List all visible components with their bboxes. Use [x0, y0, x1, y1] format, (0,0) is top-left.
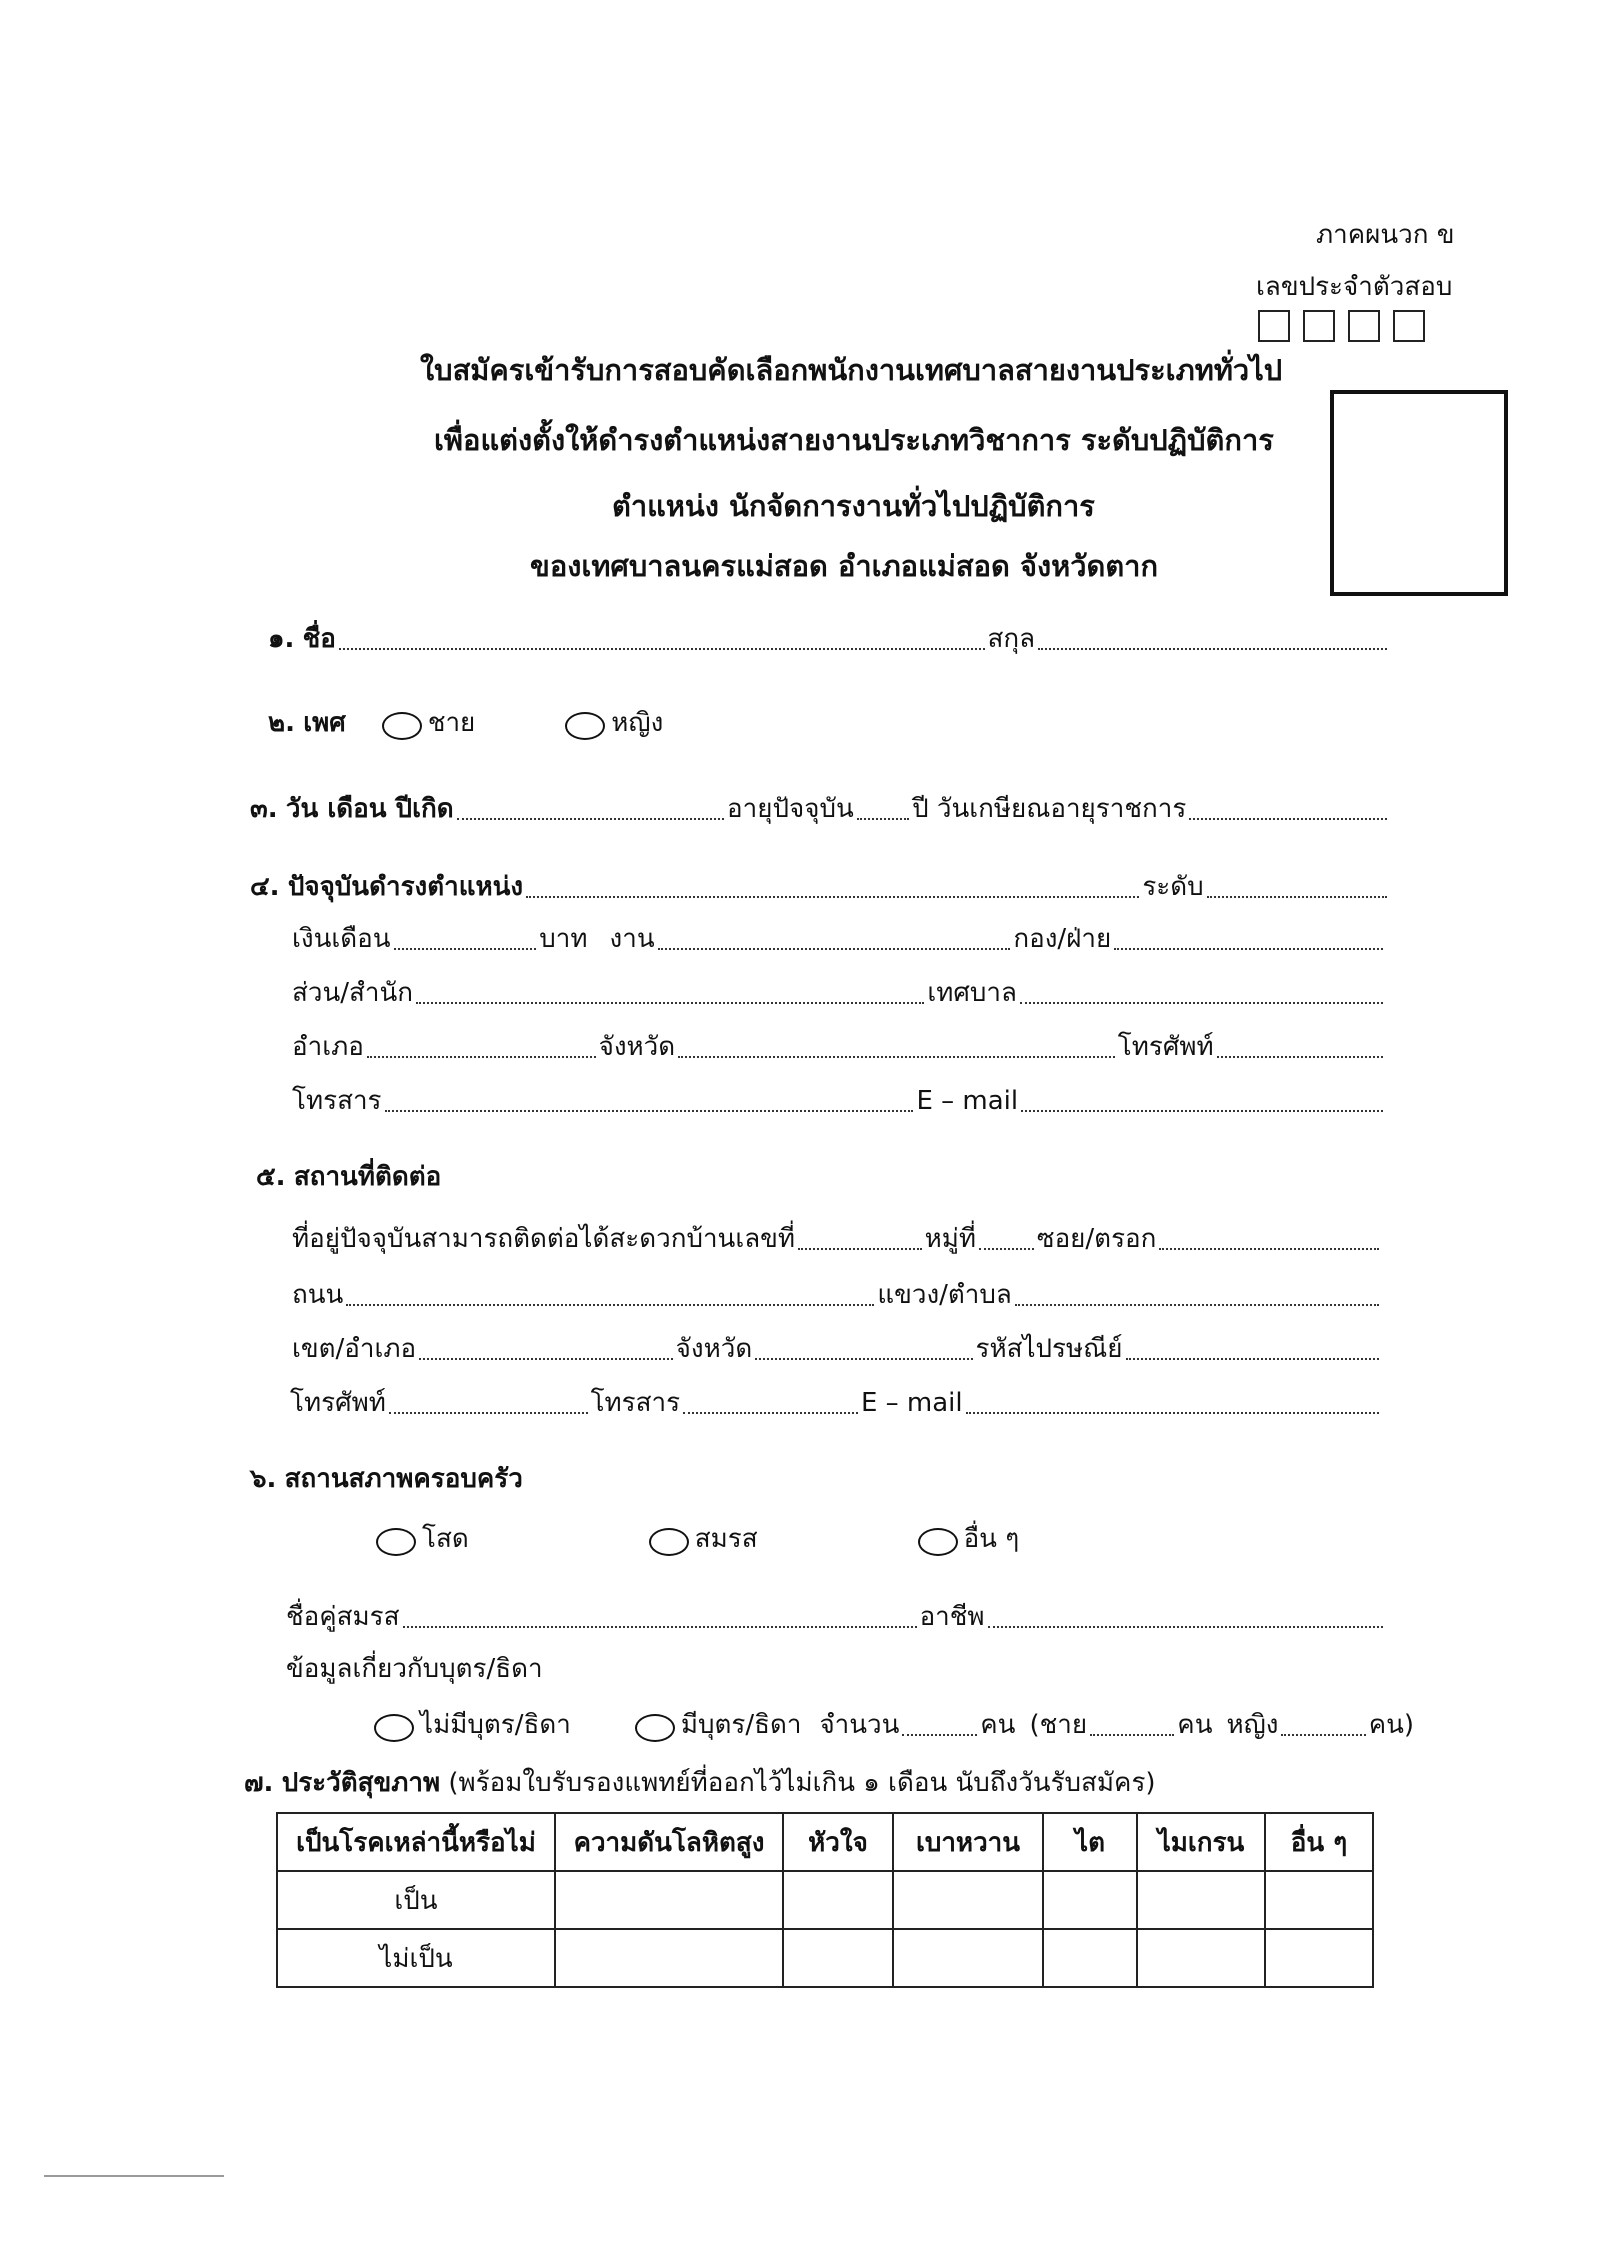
health-cell[interactable]	[555, 1929, 783, 1987]
married-radio[interactable]	[649, 1528, 689, 1556]
phone-field[interactable]	[1217, 1032, 1383, 1058]
male-children-field[interactable]	[1090, 1710, 1174, 1736]
children-count-field[interactable]	[902, 1710, 977, 1736]
surname-label: สกุล	[987, 624, 1036, 654]
exam-id-box[interactable]	[1393, 310, 1425, 342]
address-label: ที่อยู่ปัจจุบันสามารถติดต่อได้สะดวกบ้านเลขที่	[292, 1224, 796, 1254]
other-disease-header: อื่น ๆ	[1265, 1813, 1373, 1871]
district-field[interactable]	[367, 1032, 596, 1058]
form-title-line-3: ตำแหน่ง นักจัดการงานทั่วไปปฏิบัติการ	[612, 489, 1095, 523]
section-5-phone-row	[290, 1386, 1382, 1420]
section-6-children-label-row	[286, 1652, 543, 1686]
birthdate-label: วัน เดือน ปีเกิด	[285, 794, 454, 824]
municipality-label: เทศบาล	[927, 978, 1017, 1008]
heart-header: หัวใจ	[783, 1813, 893, 1871]
spouse-label: ชื่อคู่สมรส	[286, 1602, 400, 1632]
kidney-header: ไต	[1043, 1813, 1137, 1871]
photo-box[interactable]	[1330, 390, 1508, 596]
fax-field[interactable]	[385, 1086, 914, 1112]
spouse-field[interactable]	[403, 1602, 917, 1628]
name-label: ชื่อ	[302, 624, 336, 654]
health-cell[interactable]	[1043, 1871, 1137, 1929]
fax-field[interactable]	[683, 1388, 858, 1414]
phone-label: โทรศัพท์	[1117, 1032, 1214, 1062]
person-label: คน	[980, 1710, 1016, 1740]
male-label: ชาย	[427, 708, 476, 738]
retire-label: วันเกษียณอายุราชการ	[936, 794, 1187, 824]
section-unit-field[interactable]	[416, 978, 924, 1004]
section-5-district-row	[292, 1332, 1382, 1366]
health-history-label: ประวัติสุขภาพ	[281, 1768, 441, 1798]
health-cell[interactable]	[1137, 1871, 1265, 1929]
section-3-birth-row	[250, 792, 1390, 826]
female-children-field[interactable]	[1281, 1710, 1365, 1736]
health-cell[interactable]	[1265, 1871, 1373, 1929]
row-label-yes: เป็น	[277, 1871, 555, 1929]
scan-edge-line	[44, 2175, 224, 2177]
single-radio[interactable]	[376, 1528, 416, 1556]
table-row	[277, 1929, 1373, 1987]
male-radio[interactable]	[382, 712, 422, 740]
province-label: จังหวัด	[675, 1334, 753, 1364]
subdistrict-label: แขวง/ตำบล	[877, 1280, 1012, 1310]
occupation-field[interactable]	[988, 1602, 1383, 1628]
other-status-radio[interactable]	[918, 1528, 958, 1556]
section-number: ๒.	[268, 708, 296, 738]
postcode-field[interactable]	[1126, 1334, 1379, 1360]
section-4-district-row	[292, 1030, 1386, 1064]
email-label: E – mail	[860, 1388, 963, 1418]
female-label: หญิง	[611, 708, 664, 738]
form-title-line-2: เพื่อแต่งตั้งให้ดำรงตำแหน่งสายงานประเภทวิชาการ ระดับปฏิบัติการ	[434, 423, 1274, 457]
work-label: งาน	[609, 924, 655, 954]
health-note: (พร้อมใบรับรองแพทย์ที่ออกไว้ไม่เกิน ๑ เดือน นับถึงวันรับสมัคร)	[448, 1768, 1156, 1798]
section-number: ๔.	[250, 872, 280, 902]
health-table-header	[277, 1813, 1373, 1871]
has-children-radio[interactable]	[635, 1714, 675, 1742]
email-field[interactable]	[1021, 1086, 1383, 1112]
diabetes-header: เบาหวาน	[893, 1813, 1043, 1871]
work-field[interactable]	[658, 924, 1011, 950]
email-field[interactable]	[966, 1388, 1379, 1414]
exam-id-label: เลขประจำตัวสอบ	[1256, 272, 1453, 302]
health-cell[interactable]	[1043, 1929, 1137, 1987]
soi-label: ซอย/ตรอก	[1036, 1224, 1157, 1254]
row-label-no: ไม่เป็น	[277, 1929, 555, 1987]
appendix-label: ภาคผนวก ข	[1316, 220, 1455, 250]
section-4-salary-row	[292, 922, 1386, 956]
postcode-label: รหัสไปรษณีย์	[975, 1334, 1123, 1364]
fax-label: โทรสาร	[292, 1086, 382, 1116]
province-field[interactable]	[755, 1334, 972, 1360]
fax-label: โทรสาร	[590, 1388, 681, 1418]
section-4-fax-row	[292, 1084, 1386, 1118]
province-label: จังหวัด	[598, 1032, 676, 1062]
exam-id-box[interactable]	[1348, 310, 1380, 342]
female-radio[interactable]	[565, 712, 605, 740]
form-title-line-4: ของเทศบาลนครแม่สอด อำเภอแม่สอด จังหวัดตาก	[530, 549, 1159, 583]
other-status-label: อื่น ๆ	[963, 1524, 1020, 1554]
gender-label: เพศ	[303, 708, 346, 738]
age-label: อายุปัจจุบัน	[727, 794, 854, 824]
section-7-header	[244, 1766, 1156, 1800]
count-label: จำนวน	[819, 1710, 900, 1740]
section-6-header	[250, 1462, 523, 1496]
section-2-gender-row	[268, 706, 663, 740]
moo-label: หมู่ที่	[924, 1224, 977, 1254]
section-number: ๖.	[250, 1464, 277, 1494]
section-number: ๗.	[244, 1768, 274, 1798]
has-children-label: มีบุตร/ธิดา	[680, 1710, 802, 1740]
section-number: ๓.	[250, 794, 278, 824]
exam-id-box[interactable]	[1258, 310, 1290, 342]
section-unit-label: ส่วน/สำนัก	[292, 978, 413, 1008]
position-field[interactable]	[526, 872, 1139, 898]
no-children-label: ไม่มีบุตร/ธิดา	[420, 1710, 571, 1740]
name-field[interactable]	[339, 624, 985, 650]
municipality-field[interactable]	[1020, 978, 1383, 1004]
section-5-address-row	[292, 1222, 1382, 1256]
exam-id-boxes[interactable]	[1250, 310, 1425, 346]
phone-label: โทรศัพท์	[290, 1388, 386, 1418]
division-field[interactable]	[1114, 924, 1383, 950]
health-cell[interactable]	[893, 1929, 1043, 1987]
division-label: กอง/ฝ่าย	[1013, 924, 1112, 954]
baht-label: บาท	[539, 924, 588, 954]
female-children-label: หญิง	[1226, 1710, 1279, 1740]
health-cell[interactable]	[783, 1929, 893, 1987]
form-title-line-1: ใบสมัครเข้ารับการสอบคัดเลือกพนักงานเทศบาลสายงานประเภททั่วไป	[420, 353, 1283, 387]
phone-field[interactable]	[389, 1388, 588, 1414]
single-label: โสด	[422, 1524, 469, 1554]
district-label: อำเภอ	[292, 1032, 364, 1062]
birthdate-field[interactable]	[457, 794, 724, 820]
health-cell[interactable]	[1265, 1929, 1373, 1987]
province-field[interactable]	[678, 1032, 1115, 1058]
retire-field[interactable]	[1189, 794, 1387, 820]
district-field[interactable]	[419, 1334, 672, 1360]
migraine-header: ไมเกรน	[1137, 1813, 1265, 1871]
soi-field[interactable]	[1159, 1224, 1379, 1250]
exam-id-box[interactable]	[1303, 310, 1335, 342]
section-6-spouse-row	[286, 1600, 1386, 1634]
salary-field[interactable]	[394, 924, 537, 950]
person-close-label: คน)	[1368, 1710, 1414, 1740]
level-label: ระดับ	[1142, 872, 1204, 902]
year-label: ปี	[912, 794, 929, 824]
district-label: เขต/อำเภอ	[292, 1334, 417, 1364]
moo-field[interactable]	[979, 1224, 1034, 1250]
hypertension-header: ความดันโลหิตสูง	[555, 1813, 783, 1871]
children-info-label: ข้อมูลเกี่ยวกับบุตร/ธิดา	[286, 1654, 543, 1684]
section-5-road-row	[292, 1278, 1382, 1312]
health-cell[interactable]	[893, 1871, 1043, 1929]
surname-field[interactable]	[1038, 624, 1387, 650]
no-children-radio[interactable]	[374, 1714, 414, 1742]
occupation-label: อาชีพ	[919, 1602, 985, 1632]
section-number: ๕.	[256, 1162, 286, 1192]
section-6-children-row	[374, 1708, 1414, 1742]
road-label: ถนน	[292, 1280, 344, 1310]
section-4-section-row	[292, 976, 1386, 1010]
person-label: คน	[1177, 1710, 1213, 1740]
section-4-position-row	[250, 870, 1390, 904]
contact-label: สถานที่ติดต่อ	[293, 1162, 442, 1192]
road-field[interactable]	[346, 1280, 874, 1306]
married-label: สมรส	[694, 1524, 758, 1554]
email-label: E – mail	[916, 1086, 1019, 1116]
section-number: ๑.	[268, 624, 295, 654]
position-label: ปัจจุบันดำรงตำแหน่ง	[287, 872, 524, 902]
level-field[interactable]	[1207, 872, 1387, 898]
table-row	[277, 1871, 1373, 1929]
health-cell[interactable]	[783, 1871, 893, 1929]
male-children-label: (ชาย	[1029, 1710, 1088, 1740]
health-cell[interactable]	[1137, 1929, 1265, 1987]
section-1-name-row	[268, 622, 1390, 656]
health-table	[276, 1812, 1374, 1988]
house-number-field[interactable]	[798, 1224, 922, 1250]
disease-question-header: เป็นโรคเหล่านี้หรือไม่	[277, 1813, 555, 1871]
subdistrict-field[interactable]	[1015, 1280, 1379, 1306]
section-6-status-row	[376, 1522, 1019, 1556]
salary-label: เงินเดือน	[292, 924, 391, 954]
marital-status-label: สถานสภาพครอบครัว	[284, 1464, 523, 1494]
age-field[interactable]	[857, 794, 909, 820]
health-cell[interactable]	[555, 1871, 783, 1929]
section-5-header	[256, 1160, 441, 1194]
